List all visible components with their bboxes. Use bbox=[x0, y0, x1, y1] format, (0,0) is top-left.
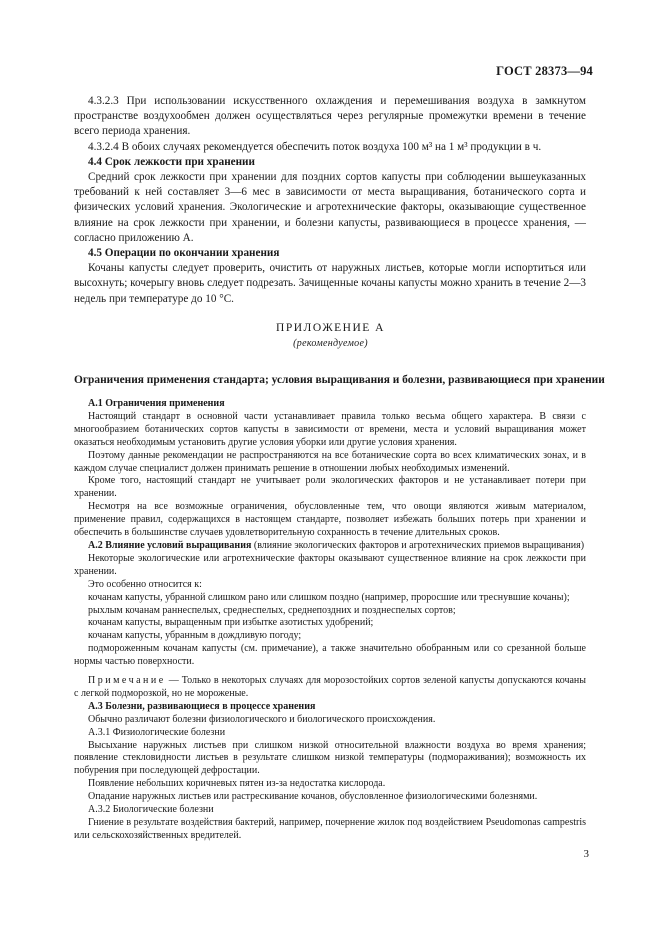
list-item-a2-3: кочанам капусты, выращенным при избытке азотистых удобрений; bbox=[88, 617, 374, 629]
paragraph-a3-1-1: Высыхание наружных листьев при слишком низкой относительной влажности воздуха во время хранения; появление стекловидности листьев в результате слишком низкой температуры (подмораживания); возможность их побурения при последующей дефростации. bbox=[74, 739, 586, 777]
note-label: Примечание bbox=[88, 675, 166, 687]
list-item-a2-4: кочанам капусты, убранным в дождливую погоду; bbox=[88, 630, 302, 642]
appendix-heading: Ограничения применения стандарта; условия выращивания и болезни, развивающиеся при хранении bbox=[74, 374, 605, 386]
list-item-a2-5: подмороженным кочанам капусты (см. примечание), а также значительно обобранным или со срезанной больше нормы частью поверхности. bbox=[74, 643, 586, 668]
paragraph-a3-1: Обычно различают болезни физиологического и биологического происхождения. bbox=[88, 713, 436, 725]
paragraph-a2-1: Некоторые экологические или агротехнические факторы оказывают существенное влияние на срок лежкости при хранении. bbox=[74, 552, 586, 577]
section-heading-a2-rest: (влияние экологических факторов и агротехнических приемов выращивания) bbox=[251, 539, 585, 551]
page-number: 3 bbox=[583, 848, 589, 860]
paragraph-a2-2: Это особенно относится к: bbox=[88, 578, 202, 590]
paragraph-a3-2-1: Гниение в результате воздействия бактерий, например, почернение жилок под воздействием Pseudomonas campestris или сельскохозяйственных вредителей. bbox=[74, 817, 586, 841]
paragraph-a1-2: Поэтому данные рекомендации не распространяются на все ботанические сорта во всех климатических зонах, и в каждом случае специалист должен принимать решение в отношении любых необходимых изменений. bbox=[74, 449, 586, 474]
section-heading-4-4: 4.4 Срок лежкости при хранении bbox=[88, 155, 255, 168]
main-text-block bbox=[74, 94, 586, 307]
standard-code-header: ГОСТ 28373—94 bbox=[496, 64, 593, 78]
paragraph-a3-1-2: Появление небольших коричневых пятен из-за недостатка кислорода. bbox=[88, 778, 386, 790]
list-item-a2-2: рыхлым кочанам раннеспелых, среднеспелых, среднепоздних и позднеспелых сортов; bbox=[88, 604, 456, 616]
appendix-body bbox=[74, 398, 586, 843]
appendix-subtitle: (рекомендуемое) bbox=[293, 338, 368, 349]
note-text: — Только в некоторых случаях для морозостойких сортов зеленой капусты допускаются кочаны с легкой подморозкой, но не мороженые. bbox=[74, 675, 586, 699]
section-heading-a3: А.3 Болезни, развивающиеся в процессе хранения bbox=[88, 700, 316, 712]
section-heading-4-5: 4.5 Операции по окончании хранения bbox=[88, 247, 280, 260]
paragraph-storage-life: Средний срок лежкости при хранении для поздних сортов капусты при соблюдении вышеуказанных требований к ней составляет 3—6 мес в зависимости от места выращивания, ботанического сорта и физических условий хранения. Экологические и агротехнические факторы, оказывающие существенное влияние на срок лежкости при хранении, и болезни капусты, развивающиеся в процессе хранения, — согласно приложению А. bbox=[74, 171, 586, 244]
list-item-a2-1: кочанам капусты, убранной слишком рано или слишком поздно (например, проросшие или треснувшие кочаны); bbox=[88, 591, 570, 603]
appendix-title: ПРИЛОЖЕНИЕ А bbox=[276, 322, 385, 334]
paragraph-4-3-2-3: 4.3.2.3 При использовании искусственного охлаждения и перемешивания воздуха в замкнутом пространстве воздухообмен должен осуществляться через регулярные промежутки времени в течение всего периода хранения. bbox=[74, 95, 586, 138]
section-heading-a2 bbox=[74, 540, 586, 553]
paragraph-a1-3: Кроме того, настоящий стандарт не учитывает роли экологических факторов и не устанавливает потери при хранении. bbox=[74, 475, 586, 500]
note bbox=[74, 675, 586, 701]
paragraph-4-3-2-4: 4.3.2.4 В обоих случаях рекомендуется обеспечить поток воздуха 100 м³ на 1 м³ продукции в ч. bbox=[88, 140, 542, 153]
paragraph-after-storage: Кочаны капусты следует проверить, очистить от наружных листьев, которые могли испортиться или высохнуть; кочерыгу вновь следует подрезать. Зачищенные кочаны капусты можно хранить в течение 2—3 недель при температуре до 10 °С. bbox=[74, 262, 586, 305]
section-heading-a3-2: А.3.2 Биологические болезни bbox=[88, 804, 214, 816]
paragraph-a3-1-3: Опадание наружных листьев или растрескивание кочанов, обусловленное физиологическими болезнями. bbox=[88, 791, 538, 803]
section-heading-a3-1: А.3.1 Физиологические болезни bbox=[88, 726, 226, 738]
section-heading-a2-bold: А.2 Влияние условий выращивания bbox=[88, 539, 252, 551]
paragraph-a1-1: Настоящий стандарт в основной части устанавливает правила только весьма общего характера. В связи с многообразием ботанических сортов капусты в зависимости от времени, места и условий выращивания может оказаться необходимым установить другие условия уборки или другие условия хранения. bbox=[74, 410, 586, 448]
section-heading-a1: А.1 Ограничения применения bbox=[88, 398, 225, 409]
paragraph-a1-4: Несмотря на все возможные ограничения, обусловленные тем, что овощи являются живым материалом, применение правил, содержащихся в настоящем стандарте, позволяет избежать больших потерь при хранении и обеспечить в большинстве случаев удовлетворительную сохранность в течение длительных сроков. bbox=[74, 501, 586, 539]
